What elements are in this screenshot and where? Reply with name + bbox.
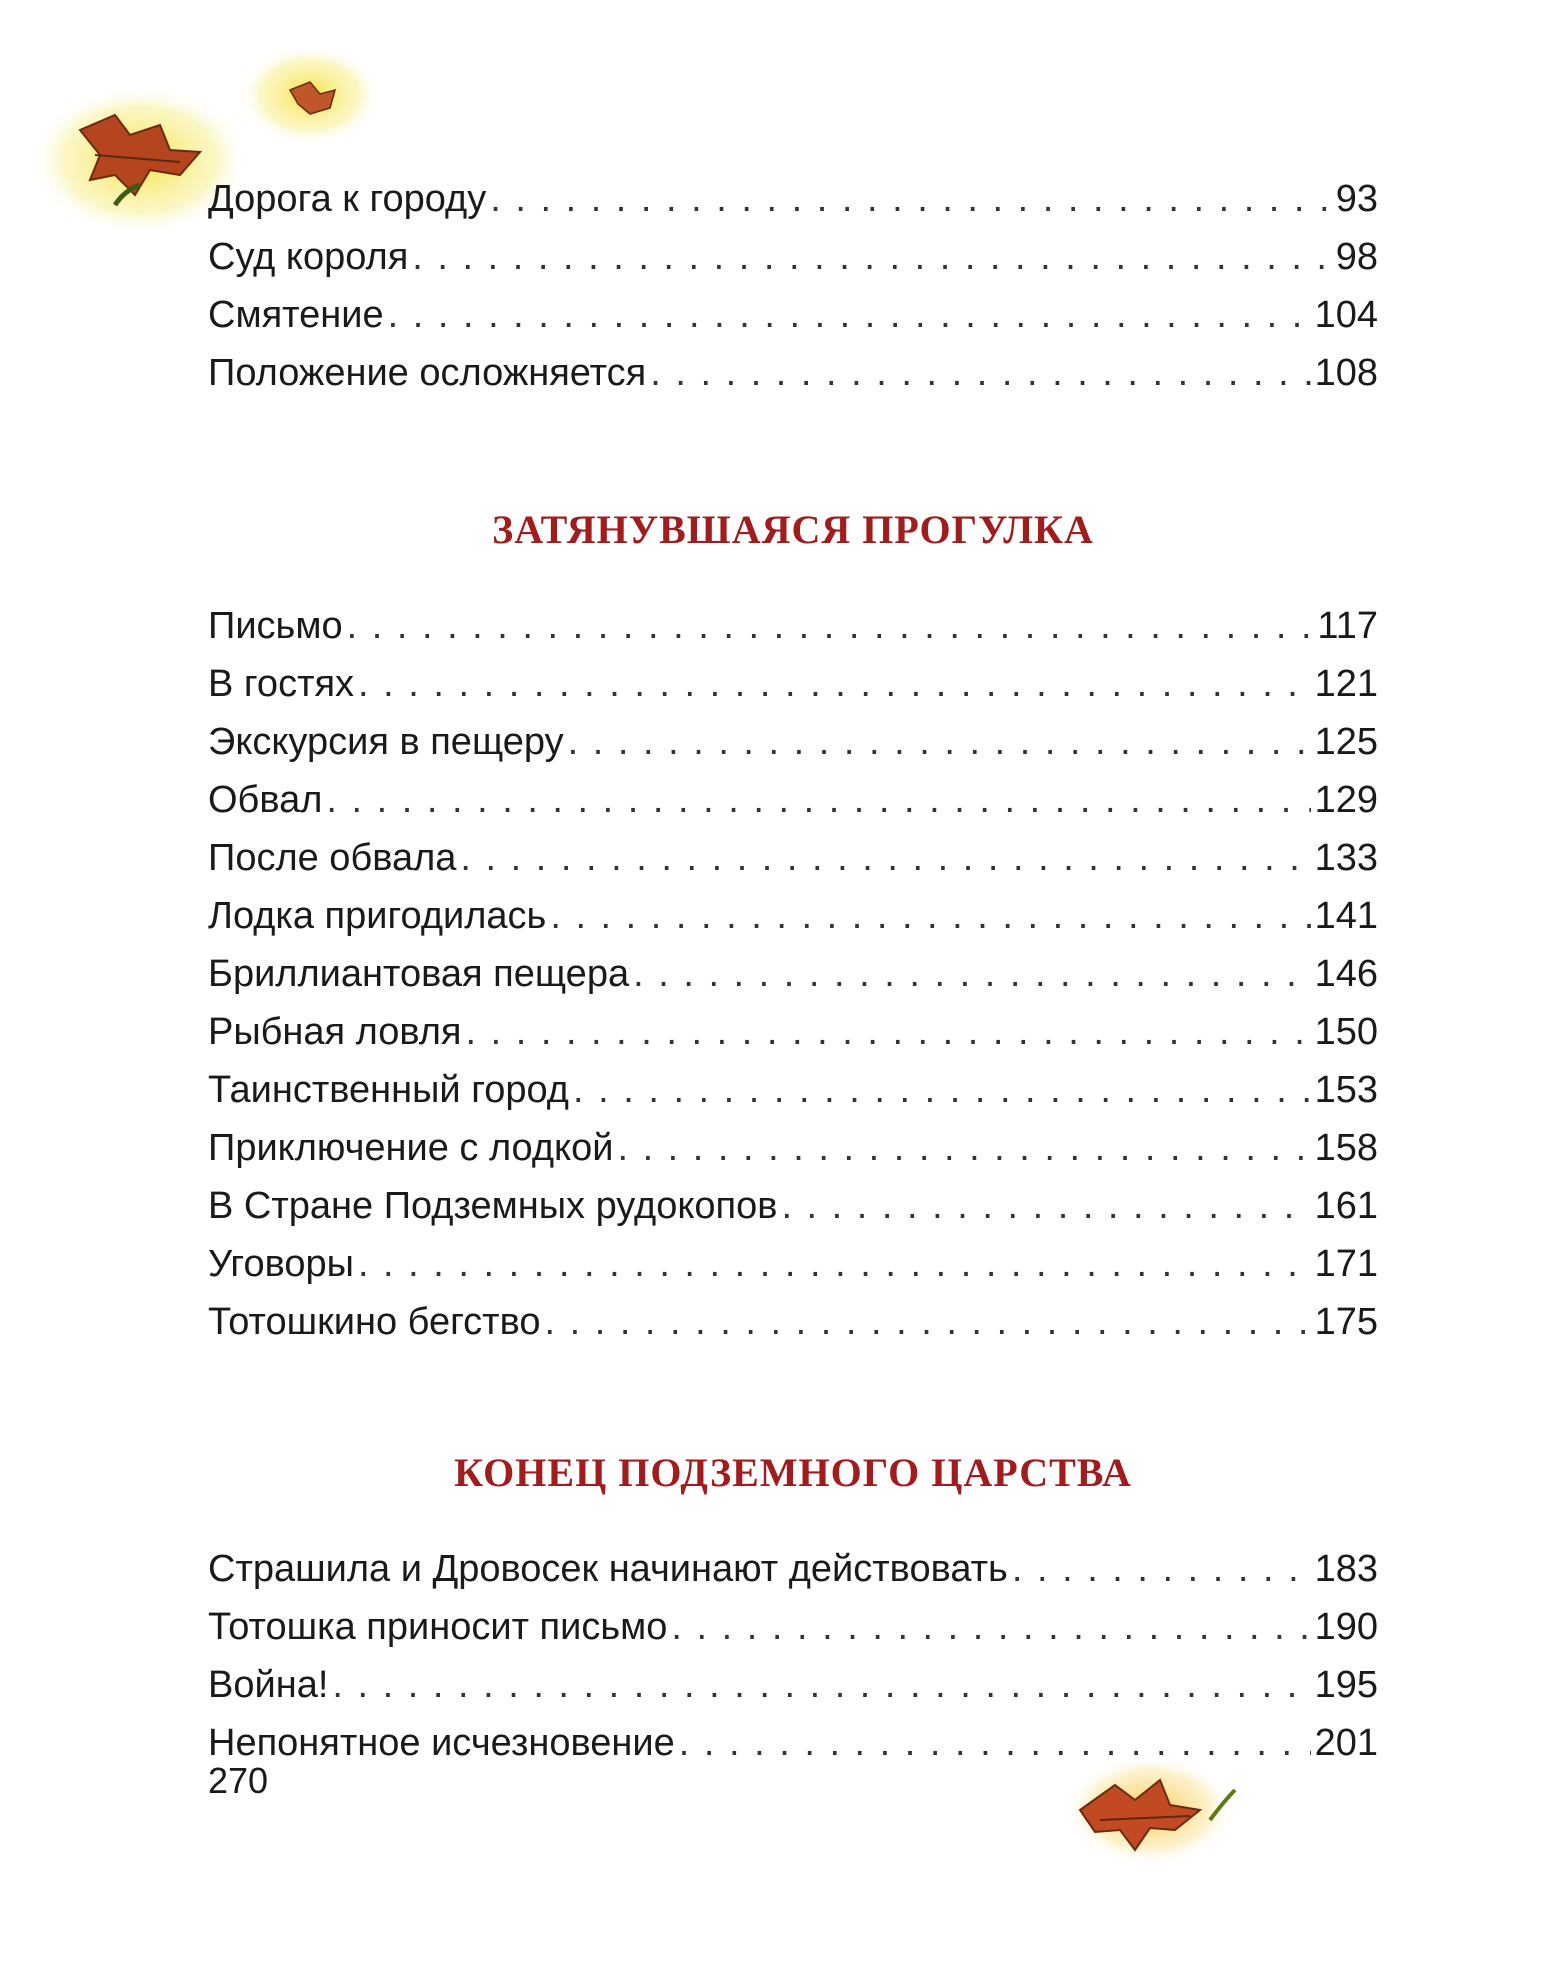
toc-entry[interactable] [208,597,1378,655]
toc-entry[interactable] [208,1119,1378,1177]
toc-entry-page: 158 [1314,1127,1378,1169]
toc-entry-title: Экскурсия в пещеру [208,721,564,763]
toc-entry-page: 171 [1314,1243,1378,1285]
toc-entry[interactable] [208,887,1378,945]
toc-entry[interactable] [208,829,1378,887]
toc-entry-title: Смятение [208,294,384,336]
toc-entry-page: 104 [1314,294,1378,336]
page-number: 270 [208,1760,269,1801]
toc-entry-title: Война! [208,1664,329,1706]
dot-leader [460,829,1310,887]
dot-leader [633,945,1311,1003]
dot-leader [388,286,1311,344]
toc-entry-title: В гостях [208,663,355,705]
toc-entry-page: 190 [1314,1606,1378,1648]
dot-leader [573,1061,1311,1119]
toc-entry-title: Тотошка приносит письмо [208,1606,668,1648]
toc-entry[interactable] [208,1714,1378,1772]
toc-entry[interactable] [208,170,1378,228]
dot-leader [358,655,1311,713]
toc-entry[interactable] [208,1598,1378,1656]
toc-entry-page: 146 [1314,953,1378,995]
toc-entry-title: Страшила и Дровосек начинают действовать [208,1548,1008,1590]
toc-entry[interactable] [208,344,1378,402]
toc-entry-title: Письмо [208,605,343,647]
toc-entry-page: 98 [1335,236,1378,278]
dot-leader [568,713,1311,771]
dot-leader [412,228,1331,286]
dot-leader [326,771,1310,829]
toc-entry-title: Положение осложняется [208,352,647,394]
section-heading: КОНЕЦ ПОДЗЕМНОГО ЦАРСТВА [454,1450,1132,1495]
toc-entry-title: В Стране Подземных рудокопов [208,1185,778,1227]
toc-entry-page: 129 [1314,779,1378,821]
dot-leader [490,170,1331,228]
toc-entry[interactable] [208,228,1378,286]
toc-entry[interactable] [208,1540,1378,1598]
toc-entry-title: После обвала [208,837,457,879]
toc-entry[interactable] [208,1235,1378,1293]
toc-entry-page: 108 [1314,352,1378,394]
dot-leader [1012,1540,1311,1598]
dot-leader [671,1598,1310,1656]
dot-leader [650,344,1310,402]
toc-entry-title: Уговоры [208,1243,354,1285]
toc-entry-page: 201 [1314,1722,1378,1764]
toc-entry[interactable] [208,1293,1378,1351]
toc-entry[interactable] [208,655,1378,713]
toc-entry-title: Приключение с лодкой [208,1127,614,1169]
toc-entry-title: Суд короля [208,236,409,278]
toc-entry-title: Дорога к городу [208,178,487,220]
section-heading: ЗАТЯНУВШАЯСЯ ПРОГУЛКА [492,507,1094,552]
toc-entry-title: Рыбная ловля [208,1011,462,1053]
toc-entry-page: 125 [1314,721,1378,763]
toc-group-top [208,170,1378,402]
toc-entry[interactable] [208,286,1378,344]
toc-entry-page: 161 [1314,1185,1378,1227]
dot-leader [347,597,1314,655]
dot-leader [781,1177,1310,1235]
dot-leader [550,887,1310,945]
dot-leader [617,1119,1310,1177]
dot-leader [544,1293,1310,1351]
toc-entry[interactable] [208,1061,1378,1119]
toc-entry-page: 141 [1314,895,1378,937]
toc-entry-page: 133 [1314,837,1378,879]
toc-entry-title: Обвал [208,779,323,821]
toc-entry-title: Лодка пригодилась [208,895,547,937]
table-of-contents [208,170,1378,1772]
toc-entry[interactable] [208,713,1378,771]
toc-entry[interactable] [208,1656,1378,1714]
toc-entry-title: Непонятное исчезновение [208,1722,675,1764]
toc-entry-page: 93 [1335,178,1378,220]
toc-section-1 [208,597,1378,1351]
toc-entry-title: Тотошкино бегство [208,1301,541,1343]
toc-entry-page: 121 [1314,663,1378,705]
dot-leader [679,1714,1311,1772]
toc-entry-page: 183 [1314,1548,1378,1590]
toc-entry-page: 195 [1314,1664,1378,1706]
toc-entry-page: 153 [1314,1069,1378,1111]
toc-entry-page: 175 [1314,1301,1378,1343]
dot-leader [465,1003,1310,1061]
toc-entry-title: Бриллиантовая пещера [208,953,630,995]
dot-leader [358,1235,1311,1293]
toc-entry-page: 117 [1317,605,1378,647]
toc-entry-page: 150 [1314,1011,1378,1053]
toc-entry[interactable] [208,1003,1378,1061]
toc-entry[interactable] [208,1177,1378,1235]
toc-entry[interactable] [208,771,1378,829]
dot-leader [332,1656,1310,1714]
toc-section-2 [208,1540,1378,1772]
toc-entry-title: Таинственный город [208,1069,569,1111]
toc-entry[interactable] [208,945,1378,1003]
